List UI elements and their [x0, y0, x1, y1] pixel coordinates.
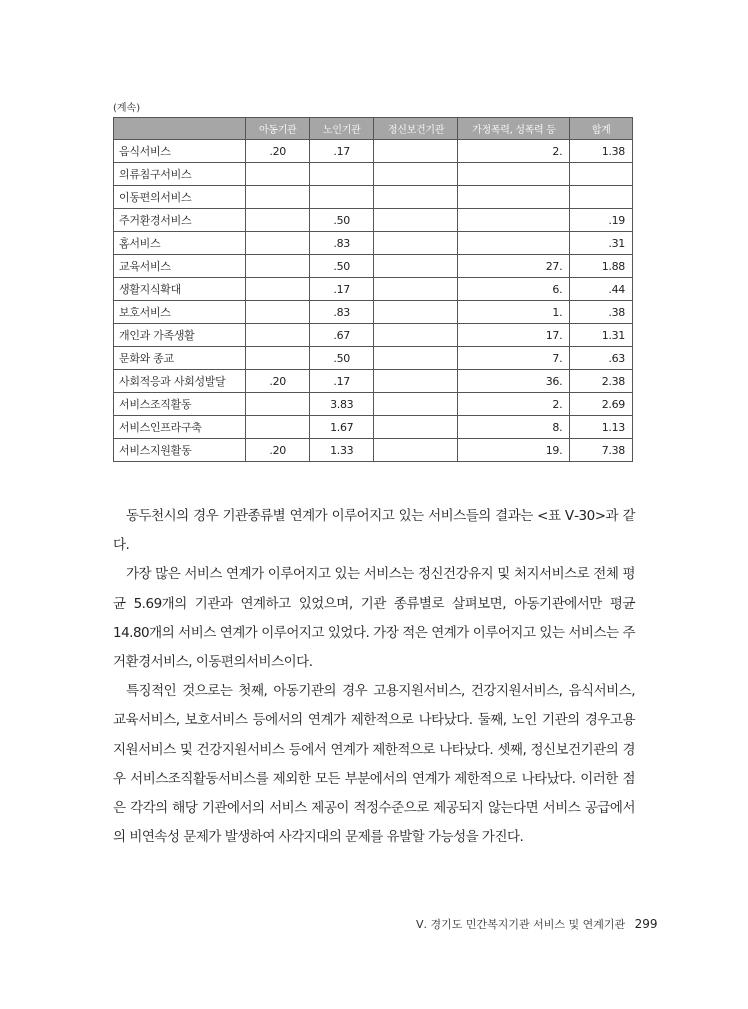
- value-cell: 17.: [458, 324, 570, 347]
- row-label-cell: 문화와 종교: [114, 347, 246, 370]
- table-row: [114, 255, 633, 278]
- row-label-cell: 서비스지원활동: [114, 439, 246, 462]
- value-cell: [458, 209, 570, 232]
- paragraph: 특징적인 것으로는 첫째, 아동기관의 경우 고용지원서비스, 건강지원서비스, 음식서비스, 교육서비스, 보호서비스 등에서의 연계가 제한적으로 나타났다. 둘째, 노인 기관의 경우고용지원서비스 및 건강지원서비스 등에서 연계가 제한적으로 나타났다. 셋째, 정신보건기관의 경우 서비스조직활동서비스를 제외한 모든 부분에서의 연계가 제한적으로 나타났다. 이러한 점은 각각의 해당 기관에서의 서비스 제공이 적정수준으로 제공되지 않는다면 서비스 공급에서의 비연속성 문제가 발생하여 사각지대의 문제를 유발할 가능성을 가진다.: [113, 683, 635, 846]
- table-row: [114, 232, 633, 255]
- value-cell: [246, 347, 309, 370]
- value-cell: .17: [309, 140, 374, 163]
- table-row: [114, 439, 633, 462]
- paragraph: 동두천시의 경우 기관종류별 연계가 이루어지고 있는 서비스들의 결과는 <표 Ⅴ-30>과 같다.: [113, 508, 635, 554]
- row-label-cell: 사회적응과 사회성발달: [114, 370, 246, 393]
- value-cell: .20: [246, 140, 309, 163]
- value-cell: [246, 301, 309, 324]
- value-cell: .67: [309, 324, 374, 347]
- value-cell: [374, 278, 458, 301]
- row-label-cell: 홈서비스: [114, 232, 246, 255]
- value-cell: [374, 439, 458, 462]
- value-cell: 36.: [458, 370, 570, 393]
- value-cell: [374, 301, 458, 324]
- row-label-cell: 교육서비스: [114, 255, 246, 278]
- service-linkage-table: [113, 117, 633, 462]
- value-cell: [374, 393, 458, 416]
- header-total: 합계: [570, 118, 633, 140]
- table-row: [114, 278, 633, 301]
- value-cell: .20: [246, 370, 309, 393]
- value-cell: [374, 324, 458, 347]
- table-row: [114, 140, 633, 163]
- value-cell: [246, 209, 309, 232]
- table-row: [114, 393, 633, 416]
- row-label-cell: 음식서비스: [114, 140, 246, 163]
- value-cell: [374, 347, 458, 370]
- value-cell: .17: [309, 278, 374, 301]
- value-cell: [309, 186, 374, 209]
- value-cell: [246, 278, 309, 301]
- row-label-cell: 서비스조직활동: [114, 393, 246, 416]
- value-cell: [374, 163, 458, 186]
- header-elderly-agency: 노인기관: [309, 118, 374, 140]
- value-cell: .50: [309, 347, 374, 370]
- paragraph: 가장 많은 서비스 연계가 이루어지고 있는 서비스는 정신건강유지 및 처지서비스로 전체 평균 5.69개의 기관과 연계하고 있었으며, 기관 종류별로 살펴보면, 아동기관에서만 평균 14.80개의 서비스 연계가 이루어지고 있었다. 가장 적은 연계가 이루어지고 있는 서비스는 주거환경서비스, 이동편의서비스이다.: [113, 566, 635, 671]
- value-cell: [458, 232, 570, 255]
- value-cell: 7.: [458, 347, 570, 370]
- value-cell: 19.: [458, 439, 570, 462]
- table-header-row: [114, 118, 633, 140]
- value-cell: .44: [570, 278, 633, 301]
- value-cell: [374, 232, 458, 255]
- value-cell: 6.: [458, 278, 570, 301]
- table-row: [114, 209, 633, 232]
- chapter-title: Ⅴ. 경기도 민간복지기관 서비스 및 연계기관: [416, 918, 626, 931]
- header-child-agency: 아동기관: [246, 118, 309, 140]
- row-label-cell: 생활지식확대: [114, 278, 246, 301]
- value-cell: [246, 163, 309, 186]
- value-cell: .83: [309, 301, 374, 324]
- value-cell: .31: [570, 232, 633, 255]
- value-cell: 1.67: [309, 416, 374, 439]
- value-cell: 7.38: [570, 439, 633, 462]
- value-cell: [309, 163, 374, 186]
- value-cell: 1.38: [570, 140, 633, 163]
- value-cell: 1.31: [570, 324, 633, 347]
- value-cell: [570, 163, 633, 186]
- value-cell: [246, 393, 309, 416]
- value-cell: [374, 416, 458, 439]
- value-cell: .63: [570, 347, 633, 370]
- row-label-cell: 개인과 가족생활: [114, 324, 246, 347]
- header-category: [114, 118, 246, 140]
- value-cell: .50: [309, 209, 374, 232]
- value-cell: [246, 232, 309, 255]
- table-row: [114, 324, 633, 347]
- body-text: [113, 502, 635, 852]
- header-domestic-violence: 가정폭력, 성폭력 등: [458, 118, 570, 140]
- value-cell: [374, 255, 458, 278]
- value-cell: [570, 186, 633, 209]
- value-cell: .38: [570, 301, 633, 324]
- value-cell: .17: [309, 370, 374, 393]
- table-row: [114, 301, 633, 324]
- value-cell: 2.38: [570, 370, 633, 393]
- table-row: [114, 370, 633, 393]
- value-cell: 1.88: [570, 255, 633, 278]
- value-cell: [374, 186, 458, 209]
- page-footer: [416, 916, 658, 932]
- value-cell: [246, 186, 309, 209]
- table-row: [114, 186, 633, 209]
- value-cell: 1.13: [570, 416, 633, 439]
- value-cell: .20: [246, 439, 309, 462]
- row-label-cell: 이동편의서비스: [114, 186, 246, 209]
- table-row: [114, 416, 633, 439]
- table-body: [114, 140, 633, 462]
- value-cell: 1.: [458, 301, 570, 324]
- value-cell: .50: [309, 255, 374, 278]
- value-cell: 1.33: [309, 439, 374, 462]
- value-cell: 3.83: [309, 393, 374, 416]
- continued-label: (계속): [113, 103, 141, 114]
- value-cell: [458, 163, 570, 186]
- value-cell: 27.: [458, 255, 570, 278]
- value-cell: [374, 209, 458, 232]
- page-number: 299: [634, 917, 658, 931]
- row-label-cell: 의류침구서비스: [114, 163, 246, 186]
- row-label-cell: 서비스인프라구축: [114, 416, 246, 439]
- value-cell: [246, 416, 309, 439]
- value-cell: [246, 324, 309, 347]
- row-label-cell: 주거환경서비스: [114, 209, 246, 232]
- value-cell: 2.69: [570, 393, 633, 416]
- table-row: [114, 163, 633, 186]
- value-cell: .19: [570, 209, 633, 232]
- value-cell: 2.: [458, 140, 570, 163]
- value-cell: 8.: [458, 416, 570, 439]
- value-cell: [246, 255, 309, 278]
- table-row: [114, 347, 633, 370]
- header-mental-health-agency: 정신보건기관: [374, 118, 458, 140]
- row-label-cell: 보호서비스: [114, 301, 246, 324]
- value-cell: [458, 186, 570, 209]
- value-cell: 2.: [458, 393, 570, 416]
- value-cell: [374, 370, 458, 393]
- value-cell: .83: [309, 232, 374, 255]
- value-cell: [374, 140, 458, 163]
